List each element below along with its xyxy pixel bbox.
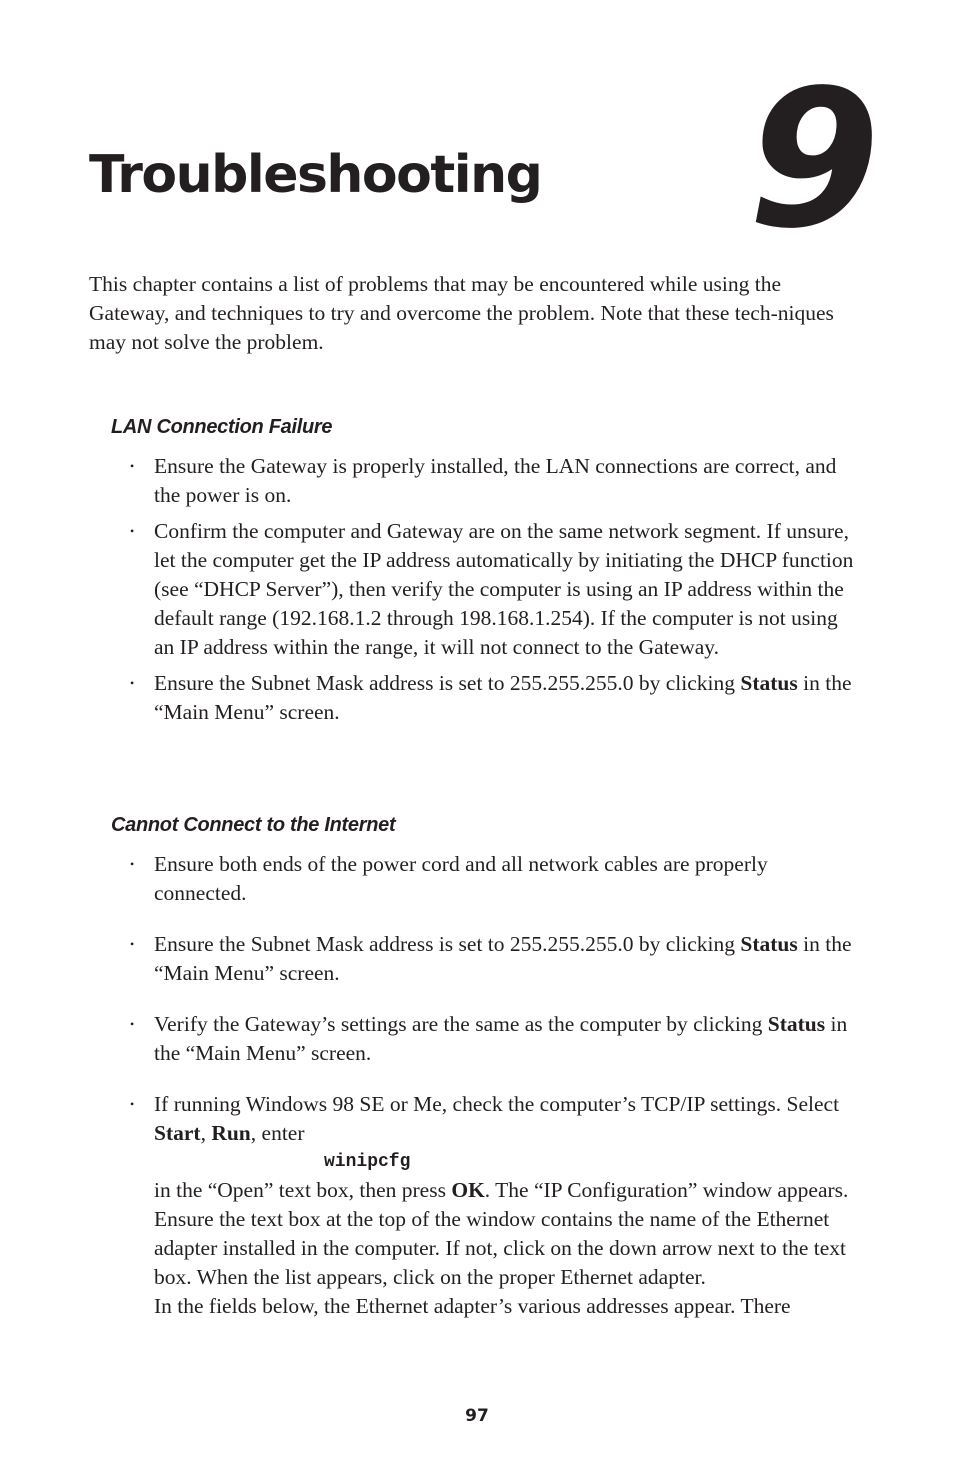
list-item-text: Ensure the Gateway is properly installed, the LAN connections are correct, and the power is on. xyxy=(154,454,837,507)
list-item-text: Verify the Gateway’s settings are the same as the computer by clicking xyxy=(154,1012,768,1036)
list-item-text: in the “Main Menu” screen. xyxy=(154,671,852,724)
internet-failure-list xyxy=(130,850,860,1321)
list-item xyxy=(130,1090,860,1321)
list-item-text: in the “Open” text box, then press xyxy=(154,1178,452,1202)
lan-failure-list xyxy=(130,452,860,727)
list-item xyxy=(130,1010,860,1068)
bullet-icon: • xyxy=(130,1097,135,1111)
bullet-icon: • xyxy=(130,459,135,473)
command-code: winipcfg xyxy=(324,1152,411,1172)
run-keyword: Run xyxy=(211,1121,251,1145)
bullet-icon: • xyxy=(130,937,135,951)
section-title-cannot-connect-internet: Cannot Connect to the Internet xyxy=(111,814,396,836)
chapter-title: Troubleshooting xyxy=(89,145,542,205)
list-item-text: Ensure the Subnet Mask address is set to 255.255.255.0 by clicking xyxy=(154,932,741,956)
list-item xyxy=(130,517,860,662)
list-item xyxy=(130,850,860,908)
list-item-text: In the fields below, the Ethernet adapter’s various addresses appear. There xyxy=(154,1294,791,1318)
list-item-text: , xyxy=(200,1121,212,1145)
list-item-text: Confirm the computer and Gateway are on the same network segment. If unsure, let the computer get the IP address automatically by initiating the DHCP function (see “DHCP Server”), then verify the computer is using an IP address within the default range (192.168.1.2 through 198.168.1.254). If the computer is not using an IP address within the range, it will not connect to the Gateway. xyxy=(154,519,854,659)
list-item xyxy=(130,452,860,510)
list-item xyxy=(130,930,860,988)
status-keyword: Status xyxy=(740,671,798,695)
page-number: 97 xyxy=(465,1406,489,1426)
list-item-text: in the “Main Menu” screen. xyxy=(154,1012,848,1065)
intro-paragraph: This chapter contains a list of problems that may be encountered while using the Gateway, and techniques to try and overcome the problem. Note that these tech-niques may not solve the problem. xyxy=(89,272,834,354)
bullet-icon: • xyxy=(130,524,135,538)
chapter-number: 9 xyxy=(748,49,877,270)
list-item-text: in the “Main Menu” screen. xyxy=(154,932,852,985)
list-item-text: . The “IP Configuration” window appears. Ensure the text box at the top of the window contains the name of the Ethernet adapter installed in the computer. If not, click on the down arrow next to the text box. When the list appears, click on the proper Ethernet adapter. xyxy=(154,1178,849,1289)
status-keyword: Status xyxy=(767,1012,826,1036)
list-item xyxy=(130,669,860,727)
start-keyword: Start xyxy=(154,1121,201,1145)
section-title-lan-connection-failure: LAN Connection Failure xyxy=(111,416,333,438)
bullet-icon: • xyxy=(130,676,135,690)
status-keyword: Status xyxy=(740,932,798,956)
bullet-icon: • xyxy=(130,857,135,871)
list-item-text: Ensure the Subnet Mask address is set to 255.255.255.0 by clicking xyxy=(154,671,741,695)
list-item-text: If running Windows 98 SE or Me, check the computer’s TCP/IP settings. Select xyxy=(154,1092,840,1116)
list-item-text: Ensure both ends of the power cord and all network cables are properly connected. xyxy=(154,852,768,905)
list-item-text: , enter xyxy=(250,1121,305,1145)
bullet-icon: • xyxy=(130,1017,135,1031)
ok-keyword: OK xyxy=(451,1178,485,1202)
